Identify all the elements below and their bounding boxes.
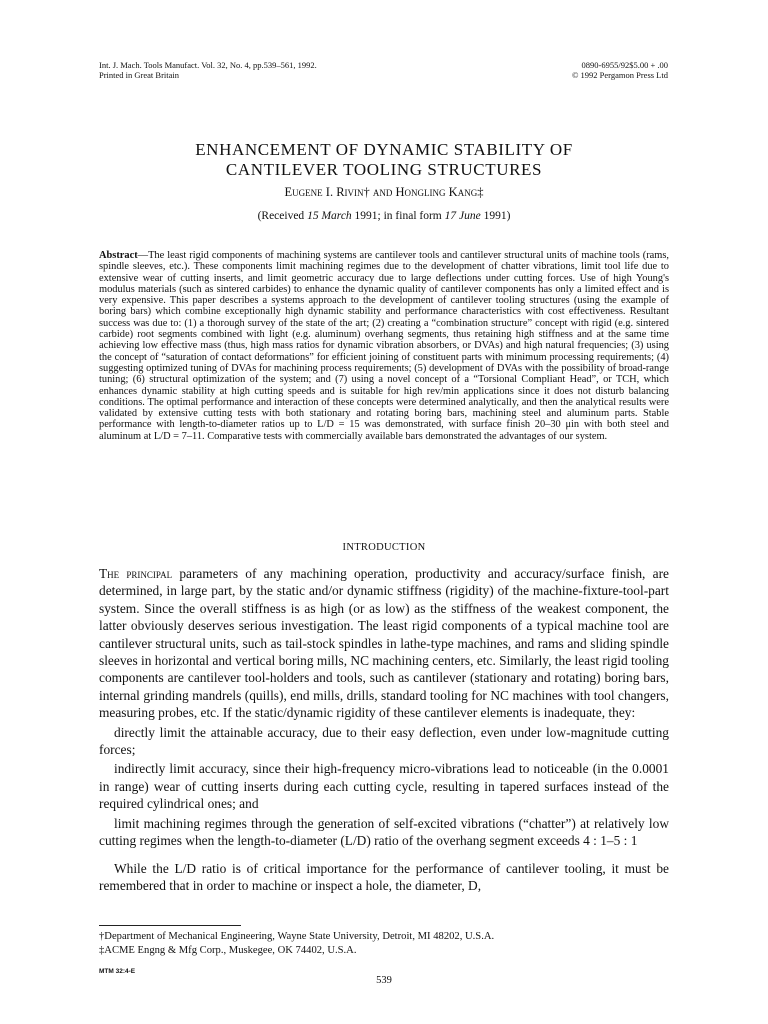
received-middle: 1991; in final form [351,210,445,222]
footnotes [99,930,494,958]
list-item: limit machining regimes through the generation of self-excited vibrations (“chatter”) at relatively low cutting regimes when the length-to-diameter (L/D) ratio of the overhang segment exceeds 4 : 1–5 : 1 [99,815,669,849]
title-line-2: CANTILEVER TOOLING STRUCTURES [225,160,543,179]
introduction-body [99,565,669,894]
list-item: indirectly limit accuracy, since their high-frequency micro-vibrations lead to noticeable (in the 0.0001 in range) wear of cutting inserts during each cutting cycle, resulting in tapered surfaces instead of the required cylindrical ones; and [99,761,669,812]
section-heading-introduction: INTRODUCTION [342,542,426,553]
lead-in: The principal [99,566,173,581]
received-prefix: (Received [257,210,308,222]
printed-line: Printed in Great Britain [99,70,180,80]
page-number: 539 [376,975,392,986]
footnote-rule [99,925,241,926]
author-list: Eugene I. Rivin† and Hongling Kang‡ [284,185,484,199]
title-line-1: ENHANCEMENT OF DYNAMIC STABILITY OF [195,140,573,159]
manuscript-code: MTM 32:4-E [99,968,136,975]
issn-line: 0890-6955/92$5.00 + .00 [581,60,668,70]
received-date-2: 17 June [444,210,481,222]
paragraph [99,565,669,722]
paper-title [99,140,669,180]
footnote-affiliation-1: †Department of Mechanical Engineering, Wayne State University, Detroit, MI 48202, U.S.A. [99,931,495,942]
received-date-1: 15 March [307,210,352,222]
list-item: directly limit the attainable accuracy, due to their easy deflection, even under low-magnitude cutting forces; [99,724,669,758]
citation-line: Int. J. Mach. Tools Manufact. Vol. 32, No. 4, pp.539–561, 1992. [99,60,317,70]
received-suffix: 1991) [480,210,511,222]
received-dates [99,210,669,222]
paragraph-text: parameters of any machining operation, productivity and accuracy/surface finish, are determined, in large part, by the static and/or dynamic stiffness (rigidity) of the machine-fixture-tool-part system. Since the overall stiffness is as high (or as low) as the stiffness of the weakest component, the latter obviously deserves serious investigation. The least rigid components of a typical machine tool are cantilever structural units, such as tail-stock spindles in lathe-type machines, and rams and sliding spindle sleeves in horizontal and vertical boring mills, NC machining centers, etc. Similarly, the least rigid tooling components are cantilever tool-holders and tools, such as cantilever (stationary and rotating) boring bars, internal grinding mandrels (quills), end mills, drills, standard tooling for NC machines with tool changers, measuring probes, etc. If the static/dynamic rigidity of these cantilever elements is inadequate, they: [99,566,669,721]
journal-citation [99,60,317,80]
abstract-label: Abstract [99,250,138,261]
abstract-text: —The least rigid components of machining systems are cantilever tools and cantilever structural units of machine tools (rams, spindle sleeves, etc.). These components limit machining regimes due to the development of chatter vibrations, limit tool life due to extensive wear of cutting inserts, and limit geometric accuracy due to large deflections under cutting forces. Use of high Young's modulus materials (such as sintered carbides) to enhance the dynamic quality of cantilever components has only a limited effect and is very expensive. This paper describes a systems approach to the development of cantilever tooling structures (using the example of boring bars) which combine exceptionally high dynamic stability and performance characteristics with cost effectiveness. Resultant success was due to: (1) a thorough survey of the state of the art; (2) creating a “combination structure” concept with rigid (e.g. sintered carbide) root segments combined with light (e.g. aluminum) overhang segments, thus retaining high stiffness and at the same time achieving low effective mass (thus, high mass ratios for dynamic vibration absorbers, or DVAs) and high natural frequencies; (3) using the concept of “saturation of contact deformations” for efficient joining of constituent parts with minimum processing requirements; (4) suggesting optimized tuning of DVAs for machining process requirements; (5) development of DVAs with the possibility of broad-range tuning; (6) structural optimization of the system; and (7) using a novel concept of a “Torsional Compliant Head”, or TCH, which enhances dynamic stability at high cutting speeds and is suitable for high rev/min applications since it does not disturb balancing conditions. The optimal performance and interaction of these concepts were determined analytically, and then the analytical results were validated by extensive cutting tests with both stationary and rotating boring bars, machining steel and aluminum parts. Stable performance with length-to-diameter ratios up to L/D = 15 was demonstrated, with surface finish 20–30 μin with both steel and aluminum at L/D = 7–11. Comparative tests with commercially available bars demonstrated the advantages of our system. [99,250,669,442]
abstract [99,250,669,442]
footnote-affiliation-2: ‡ACME Engng & Mfg Corp., Muskegee, OK 74402, U.S.A. [99,945,357,956]
copyright-block [572,60,668,80]
copyright-line: © 1992 Pergamon Press Ltd [571,70,668,80]
paragraph: While the L/D ratio is of critical importance for the performance of cantilever tooling, it must be remembered that in order to machine or inspect a hole, the diameter, D, [99,860,669,893]
